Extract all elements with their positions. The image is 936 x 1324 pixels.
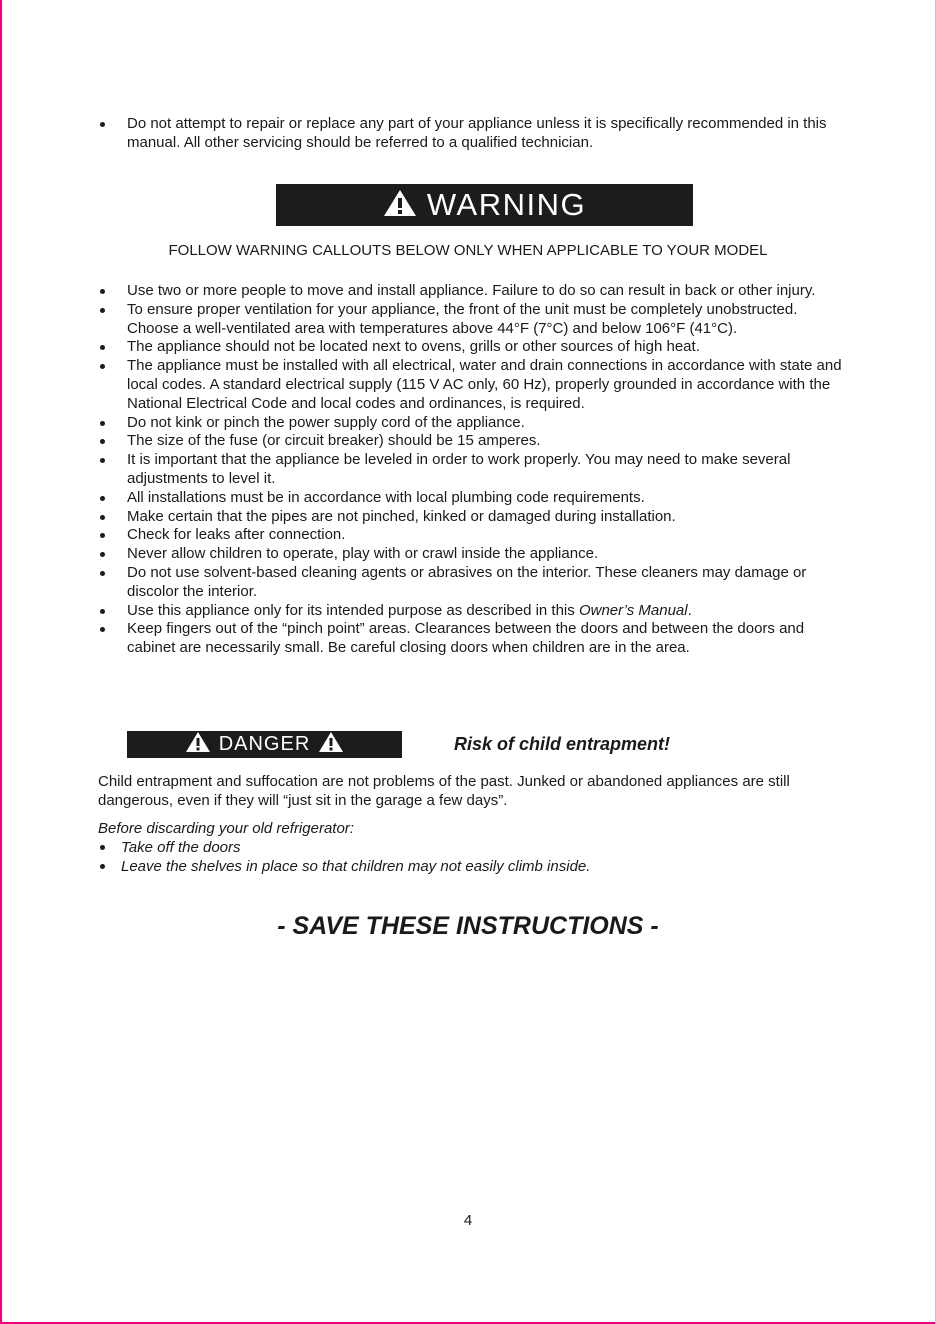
list-item: Take off the doors	[98, 838, 590, 857]
list-item: Do not attempt to repair or replace any part of your appliance unless it is specifically recommended in this manual. All other servicing should be referred to a qualified technician.	[97, 115, 842, 153]
list-item: Do not use solvent-based cleaning agents or abrasives on the interior. These cleaners may damage or discolor the interior.	[97, 564, 842, 602]
discard-steps-list	[98, 838, 590, 876]
warning-label: WARNING	[426, 187, 587, 222]
manual-bullet-prefix: Use this appliance only for its intended purpose as described in this	[127, 601, 579, 619]
list-item: It is important that the appliance be leveled in order to work properly. You may need to make several adjustments to level it.	[97, 451, 842, 489]
page-edge-left	[0, 0, 2, 1324]
warning-bullet-list	[97, 282, 842, 658]
list-item: To ensure proper ventilation for your appliance, the front of the unit must be completely unobstructed. Choose a well-ventilated area with temperatures above 44°F (7°C) and below 106°F (41°C).	[97, 301, 842, 339]
warning-triangle-icon	[383, 189, 417, 222]
list-item: Keep fingers out of the “pinch point” areas. Clearances between the doors and between the doors and cabinet are necessarily small. Be careful closing doors when children are in the area.	[97, 620, 842, 658]
list-item: Check for leaks after connection.	[97, 526, 842, 545]
list-item: Make certain that the pipes are not pinched, kinked or damaged during installation.	[97, 508, 842, 527]
risk-heading: Risk of child entrapment!	[454, 734, 671, 754]
list-item: All installations must be in accordance with local plumbing code requirements.	[97, 489, 842, 508]
before-discarding-heading: Before discarding your old refrigerator:	[98, 820, 354, 837]
list-item: The size of the fuse (or circuit breaker) should be 15 amperes.	[97, 432, 842, 451]
warning-banner	[276, 184, 693, 226]
danger-label: DANGER	[218, 733, 311, 755]
warning-callout-note: FOLLOW WARNING CALLOUTS BELOW ONLY WHEN APPLICABLE TO YOUR MODEL	[168, 242, 768, 259]
top-bullet-list	[97, 115, 842, 153]
list-item: Leave the shelves in place so that children may not easily climb inside.	[98, 857, 590, 876]
list-item: Do not kink or pinch the power supply cord of the appliance.	[97, 414, 842, 433]
list-item: Never allow children to operate, play with or crawl inside the appliance.	[97, 545, 842, 564]
list-item: The appliance should not be located next to ovens, grills or other sources of high heat.	[97, 338, 842, 357]
owners-manual-emphasis: Owner’s Manual	[578, 601, 688, 619]
list-item: The appliance must be installed with all electrical, water and drain connections in accordance with state and local codes. A standard electrical supply (115 V AC only, 60 Hz), properly grounded in accordance with the National Electrical Code and local codes and ordinances, is required.	[97, 357, 842, 413]
warning-triangle-icon	[318, 731, 344, 758]
list-item: Use two or more people to move and install appliance. Failure to do so can result in back or other injury.	[97, 282, 842, 301]
save-instructions-heading: - SAVE THESE INSTRUCTIONS -	[277, 912, 659, 940]
manual-bullet-suffix: .	[687, 601, 692, 619]
page-number: 4	[463, 1212, 473, 1229]
warning-triangle-icon	[185, 731, 211, 758]
entrapment-paragraph: Child entrapment and suffocation are not problems of the past. Junked or abandoned appliances are still dangerous, even if they will “just sit in the garage a few days”.	[98, 773, 790, 809]
danger-banner	[127, 731, 402, 758]
list-item	[97, 602, 842, 621]
